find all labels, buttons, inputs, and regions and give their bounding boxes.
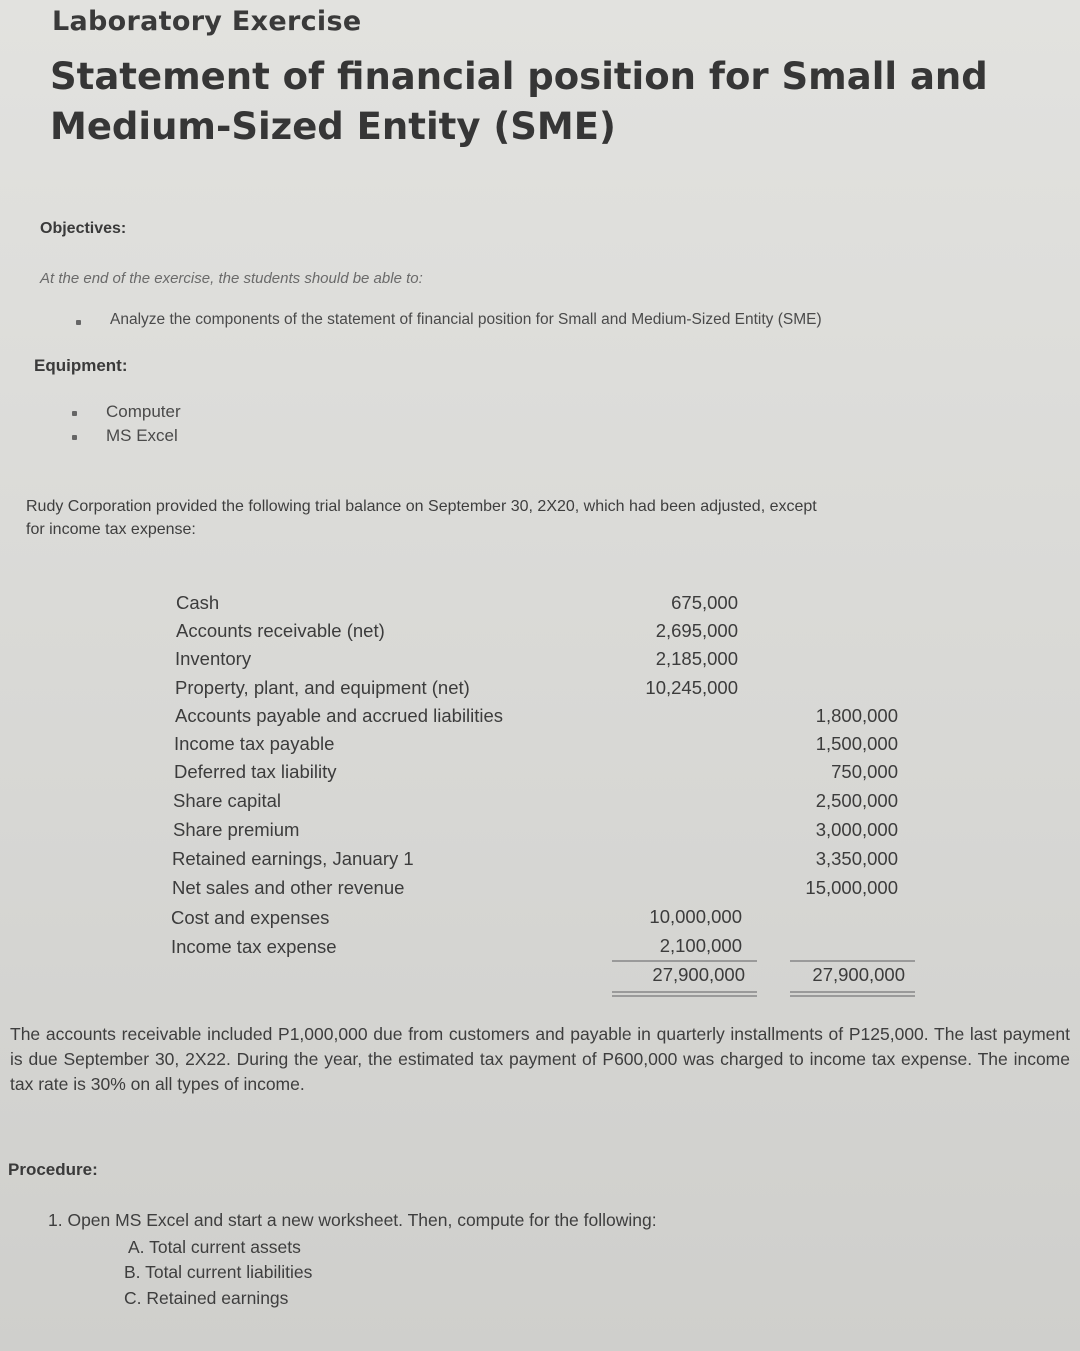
tb-account: Property, plant, and equipment (net) xyxy=(175,677,470,698)
procedure-subitem: B. Total current liabilities xyxy=(124,1262,313,1282)
total-rule xyxy=(612,991,757,993)
objective-item: Analyze the components of the statement of financial position for Small and Medium-Sized Entity (SME) xyxy=(110,311,822,328)
tb-account: Income tax expense xyxy=(171,936,337,957)
tb-credit: 3,000,000 xyxy=(815,819,898,840)
page-title: Statement of financial position for Small and Medium-Sized Entity (SME) xyxy=(50,55,988,148)
tb-debit: 2,695,000 xyxy=(655,620,738,641)
tb-credit: 1,800,000 xyxy=(815,705,898,726)
tb-debit: 2,100,000 xyxy=(659,935,742,956)
tb-account: Cash xyxy=(176,592,220,613)
tb-account: Retained earnings, January 1 xyxy=(172,848,414,869)
tb-account: Share capital xyxy=(173,790,281,811)
bullet-icon xyxy=(76,320,81,325)
total-rule xyxy=(790,995,915,997)
objectives-heading: Objectives: xyxy=(40,220,127,237)
procedure-heading: Procedure: xyxy=(8,1160,98,1179)
procedure-subitem: C. Retained earnings xyxy=(124,1288,289,1308)
subtotal-rule xyxy=(790,960,915,962)
objectives-intro: At the end of the exercise, the students should be able to: xyxy=(40,270,423,287)
bullet-icon xyxy=(72,411,77,416)
problem-intro-line: for income tax expense: xyxy=(26,521,196,538)
tb-debit: 10,000,000 xyxy=(649,906,742,927)
tb-credit: 2,500,000 xyxy=(815,790,898,811)
tb-account: Share premium xyxy=(173,819,300,840)
equipment-item: MS Excel xyxy=(106,426,178,445)
tb-debit: 10,245,000 xyxy=(645,677,738,698)
subtotal-rule xyxy=(612,960,757,962)
total-rule xyxy=(790,991,915,993)
tb-credit: 750,000 xyxy=(831,761,898,782)
bullet-icon xyxy=(72,435,77,440)
tb-account: Net sales and other revenue xyxy=(172,877,405,898)
tb-account: Inventory xyxy=(175,648,252,669)
tb-credit: 15,000,000 xyxy=(805,877,898,898)
tb-account: Accounts payable and accrued liabilities xyxy=(175,705,504,726)
tb-account: Income tax payable xyxy=(174,733,335,754)
equipment-heading: Equipment: xyxy=(34,356,128,375)
procedure-step: 1. Open MS Excel and start a new worksheet. Then, compute for the following: xyxy=(48,1210,657,1230)
tb-debit: 675,000 xyxy=(671,592,738,613)
tb-account: Accounts receivable (net) xyxy=(176,620,385,641)
tb-debit: 2,185,000 xyxy=(655,648,738,669)
tb-credit: 1,500,000 xyxy=(815,733,898,754)
tb-account: Cost and expenses xyxy=(171,907,330,928)
tb-account: Deferred tax liability xyxy=(174,761,337,782)
tb-total-debit: 27,900,000 xyxy=(652,964,745,985)
notes-paragraph: The accounts receivable included P1,000,000 due from customers and payable in quarterly installments of P125,000. The last payment is due September 30, 2X22. During the year, the estimated tax payment of P600,000 was charged to income tax expense. The income tax rate is 30% on all types of income. xyxy=(10,1024,1070,1094)
tb-credit: 3,350,000 xyxy=(815,848,898,869)
procedure-subitem: A. Total current assets xyxy=(128,1237,301,1257)
total-rule xyxy=(612,995,757,997)
exercise-label: Laboratory Exercise xyxy=(52,6,362,37)
problem-intro-line: Rudy Corporation provided the following trial balance on September 30, 2X20, which had been adjusted, except xyxy=(26,498,817,515)
tb-total-credit: 27,900,000 xyxy=(812,964,905,985)
equipment-item: Computer xyxy=(106,402,181,421)
